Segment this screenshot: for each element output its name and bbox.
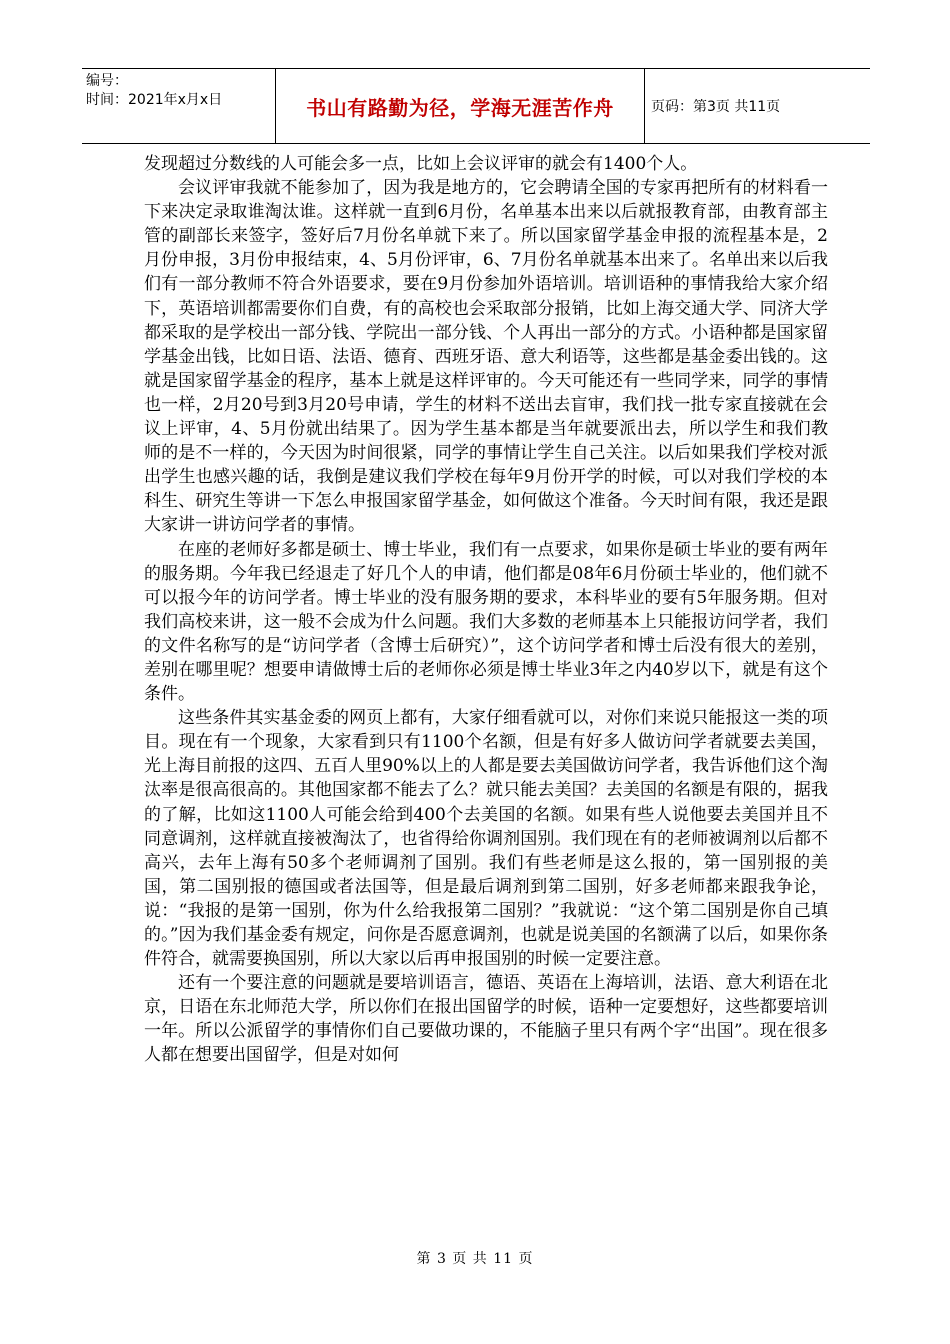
document-body <box>144 152 828 1068</box>
header-meta <box>82 69 276 143</box>
paragraph: 还有一个要注意的问题就是要培训语言，德语、英语在上海培训，法语、意大利语在北京，日语在东北师范大学，所以你们在报出国留学的时候，语种一定要想好，这些都要培训一年。所以公派留学的事情你们自己要做功课的，不能脑子里只有两个字“出国”。现在很多人都在想要出国留学，但是对如何 <box>144 973 828 1066</box>
paragraph: 在座的老师好多都是硕士、博士毕业，我们有一点要求，如果你是硕士毕业的要有两年的服务期。今年我已经退走了好几个人的申请，他们都是08年6月份硕士毕业的，他们就不可以报今年的访问学者。博士毕业的没有服务期的要求，本科毕业的要有5年服务期。但对我们高校来讲，这一般不会成为什么问题。我们大多数的老师基本上只能报访问学者，我们的文件名称写的是“访问学者（含博士后研究）”，这个访问学者和博士后没有很大的差别，差别在哪里呢？想要申请做博士后的老师你必须是博士毕业3年之内40岁以下，就是有这个条件。 <box>144 539 828 705</box>
paragraph: 这些条件其实基金委的网页上都有，大家仔细看就可以，对你们来说只能报这一类的项目。现在有一个现象，大家看到只有1100个名额，但是有好多人做访问学者就要去美国，光上海目前报的这四、五百人里90%以上的人都是要去美国做访问学者，我告诉他们这个淘汰率是很高很高的。其他国家都不能去了么？就只能去美国？去美国的名额是有限的，据我的了解，比如这1100人可能会给到400个去美国的名额。如果有些人说他要去美国并且不同意调剂，这样就直接被淘汰了，也省得给你调剂国别。我们现在有的老师被调剂以后都不高兴，去年上海有50多个老师调剂了国别。我们有些老师是这么报的，第一国别报的美国，第二国别报的德国或者法国等，但是最后调剂到第二国别，好多老师都来跟我争论，说：“我报的是第一国别，你为什么给我报第二国别？”我就说：“这个第二国别是你自己填的。”因为我们基金委有规定，问你是否愿意调剂，也就是说美国的名额满了以后，如果你条件符合，就需要换国别，所以大家以后再申报国别的时候一定要注意。 <box>144 708 828 970</box>
paragraph: 会议评审我就不能参加了，因为我是地方的，它会聘请全国的专家再把所有的材料看一下来决定录取谁淘汰谁。这样就一直到6月份，名单基本出来以后就报教育部，由教育部主管的副部长来签字，签好后7月份名单就下来了。所以国家留学基金申报的流程基本是，2月份申报，3月份申报结束，4、5月份评审，6、7月份名单就基本出来了。名单出来以后我们有一部分教师不符合外语要求，要在9月份参加外语培训。培训语种的事情我给大家介绍下，英语培训都需要你们自费，有的高校也会采取部分报销，比如上海交通大学、同济大学都采取的是学校出一部分钱、学院出一部分钱、个人再出一部分的方式。小语种都是国家留学基金出钱，比如日语、法语、德育、西班牙语、意大利语等，这些都是基金委出钱的。这就是国家留学基金的程序，基本上就是这样评审的。今天可能还有一些同学来，同学的事情也一样，2月20号到3月20号申请，学生的材料不送出去盲审，我们找一批专家直接就在会议上评审，4、5月份就出结果了。因为学生基本都是当年就要派出去，所以学生和我们教师的是不一样的，今天因为时间很紧，同学的事情让学生自己关注。以后如果我们学校对派出学生也感兴趣的话，我倒是建议我们学校在每年9月份开学的时候，可以对我们学校的本科生、研究生等讲一下怎么申报国家留学基金，如何做这个准备。今天时间有限，我还是跟大家讲一讲访问学者的事情。 <box>144 178 828 536</box>
header-page-info: 页码：第3页 共11页 <box>651 99 781 115</box>
document-time-label: 时间：2021年x月x日 <box>86 92 223 108</box>
document-header <box>82 68 870 144</box>
document-code-label: 编号： <box>86 73 128 89</box>
paragraph-continuation: 发现超过分数线的人可能会多一点，比如上会议评审的就会有1400个人。 <box>144 154 698 174</box>
page-footer: 第 3 页 共 11 页 <box>416 1251 534 1267</box>
header-motto: 书山有路勤为径，学海无涯苦作舟 <box>276 69 645 143</box>
